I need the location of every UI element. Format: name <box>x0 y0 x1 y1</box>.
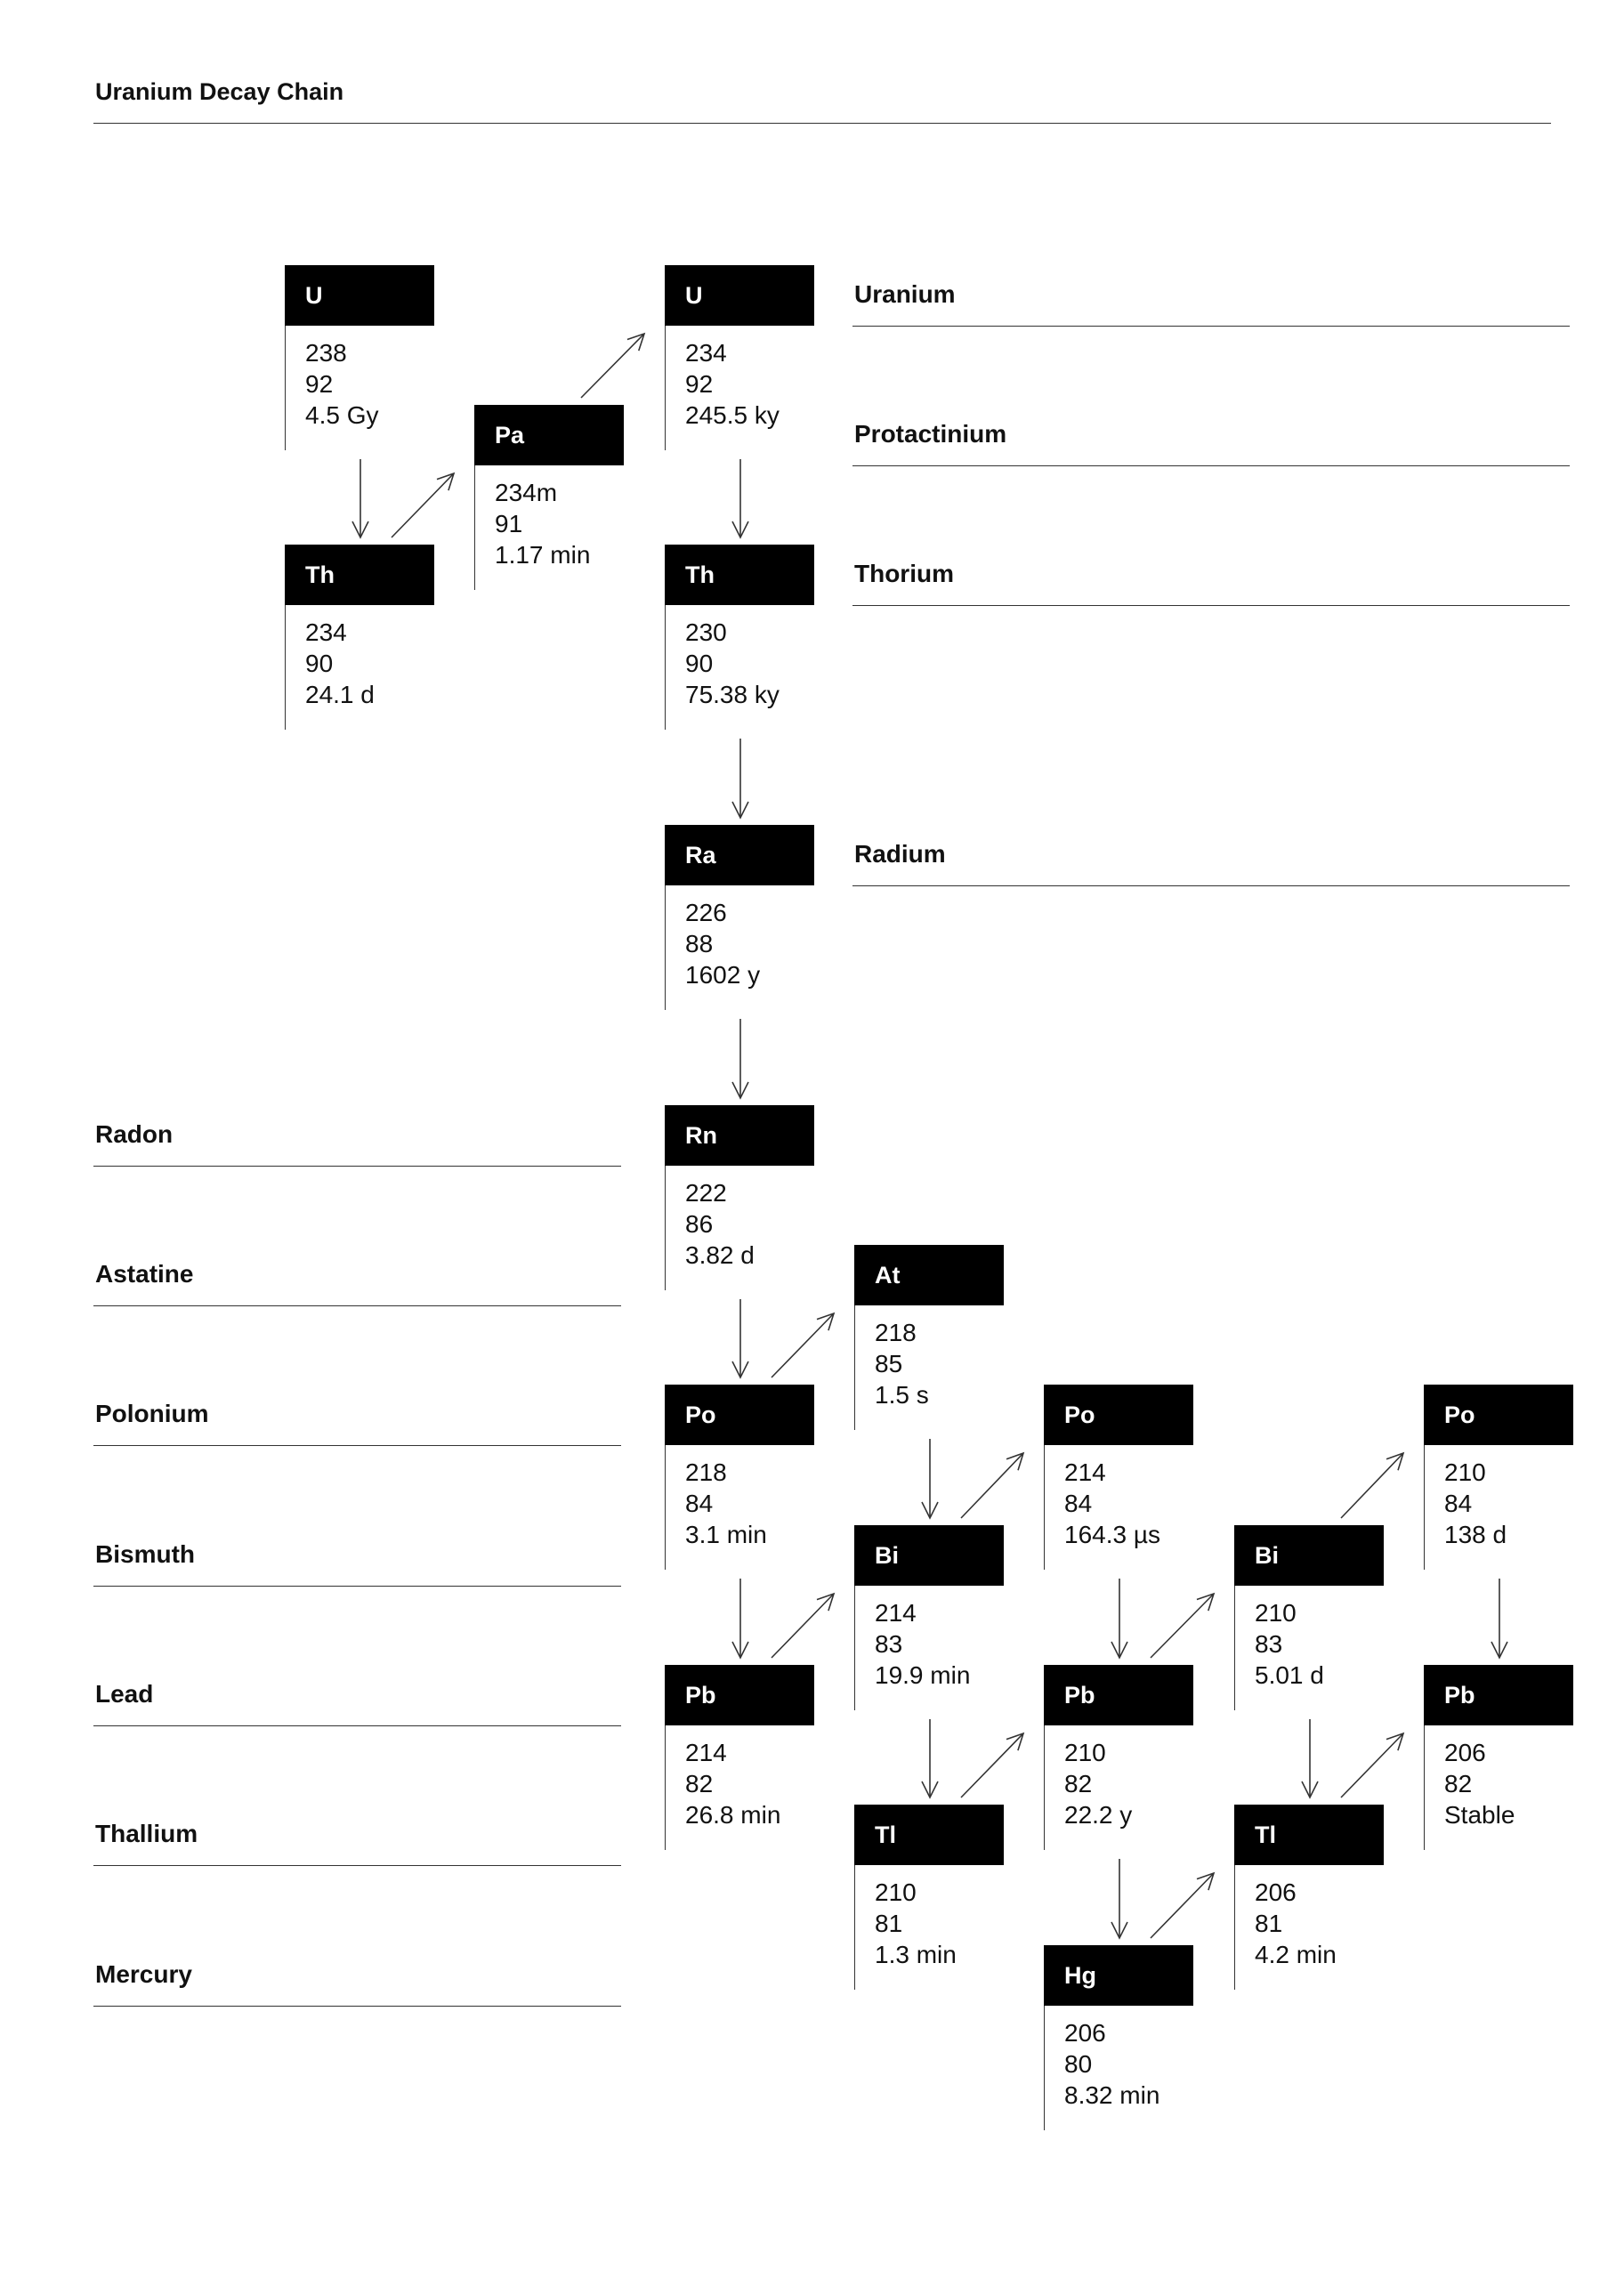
nuclide-mass-number: 226 <box>685 899 727 926</box>
nuclide-atomic-number: 84 <box>1444 1490 1473 1517</box>
nuclide-atomic-number: 82 <box>685 1770 714 1797</box>
element-label-radium: Radium <box>854 840 946 868</box>
nuclide-mass-number: 234 <box>305 618 347 646</box>
element-label-polonium: Polonium <box>95 1400 209 1427</box>
nuclide-mass-number: 230 <box>685 618 727 646</box>
nuclide-mass-number: 210 <box>1064 1739 1106 1766</box>
decay-arrow-pb210-to-bi210 <box>1151 1594 1214 1658</box>
decay-arrow-tl210-to-pb210 <box>961 1733 1023 1797</box>
decay-arrow-pb214-to-bi214 <box>772 1594 834 1658</box>
nuclide-symbol: Th <box>285 545 434 605</box>
nuclide-half-life: 138 d <box>1444 1521 1507 1548</box>
nuclide-half-life: 8.32 min <box>1064 2081 1160 2109</box>
nuclide-half-life: 4.2 min <box>1255 1941 1337 1968</box>
nuclide-half-life: 164.3 µs <box>1064 1521 1160 1548</box>
decay-arrow-pa234m-to-u234 <box>581 334 644 398</box>
nuclide-atomic-number: 90 <box>685 650 714 677</box>
nuclide-atomic-number: 88 <box>685 930 714 957</box>
nuclide-mass-number: 218 <box>875 1319 917 1346</box>
nuclide-symbol: Rn <box>665 1105 814 1166</box>
nuclide-symbol: Po <box>665 1385 814 1445</box>
diagram-title: Uranium Decay Chain <box>95 78 344 105</box>
nuclide-atomic-number: 80 <box>1064 2050 1093 2078</box>
nuclide-mass-number: 234 <box>685 339 727 367</box>
nuclide-mass-number: 210 <box>875 1878 917 1906</box>
decay-arrow-bi214-to-po214 <box>961 1453 1023 1518</box>
nuclide-symbol: Pb <box>1424 1665 1573 1725</box>
decay-arrow-hg206-to-tl206 <box>1151 1873 1214 1938</box>
element-label-uranium: Uranium <box>854 280 956 308</box>
nuclide-half-life: 3.1 min <box>685 1521 767 1548</box>
nuclide-half-life: 19.9 min <box>875 1661 971 1689</box>
element-label-protactinium: Protactinium <box>854 420 1007 448</box>
nuclide-atomic-number: 82 <box>1444 1770 1473 1797</box>
nuclide-symbol: U <box>665 265 814 326</box>
nuclide-half-life: 75.38 ky <box>685 681 780 708</box>
nuclide-atomic-number: 92 <box>305 370 334 398</box>
decay-arrow-th234-to-pa234m <box>392 473 454 537</box>
nuclide-atomic-number: 85 <box>875 1350 903 1377</box>
nuclide-mass-number: 234m <box>495 479 558 506</box>
decay-arrow-bi210-to-po210 <box>1341 1453 1403 1518</box>
nuclide-mass-number: 206 <box>1064 2019 1106 2047</box>
nuclide-half-life: 1.3 min <box>875 1941 957 1968</box>
element-label-lead: Lead <box>95 1680 154 1708</box>
element-label-mercury: Mercury <box>95 1960 192 1988</box>
nuclide-half-life: 245.5 ky <box>685 401 780 429</box>
nuclide-mass-number: 210 <box>1255 1599 1297 1627</box>
nuclide-atomic-number: 84 <box>1064 1490 1093 1517</box>
element-label-thallium: Thallium <box>95 1820 198 1847</box>
nuclide-symbol: Bi <box>1234 1525 1384 1586</box>
nuclide-symbol: Po <box>1424 1385 1573 1445</box>
element-label-radon: Radon <box>95 1120 174 1148</box>
nuclide-atomic-number: 83 <box>875 1630 903 1658</box>
nuclide-half-life: 4.5 Gy <box>305 401 379 429</box>
nuclide-mass-number: 214 <box>1064 1458 1106 1486</box>
nuclide-mass-number: 214 <box>875 1599 917 1627</box>
nuclide-mass-number: 206 <box>1444 1739 1486 1766</box>
nuclide-atomic-number: 90 <box>305 650 334 677</box>
nuclide-symbol: Ra <box>665 825 814 885</box>
nuclide-symbol: Bi <box>854 1525 1004 1586</box>
nuclide-half-life: 1.17 min <box>495 541 591 569</box>
nuclide-mass-number: 218 <box>685 1458 727 1486</box>
element-label-astatine: Astatine <box>95 1260 194 1288</box>
nuclide-atomic-number: 86 <box>685 1210 714 1238</box>
nuclide-half-life: 24.1 d <box>305 681 375 708</box>
nuclide-symbol: Hg <box>1044 1945 1193 2006</box>
nuclide-mass-number: 238 <box>305 339 347 367</box>
nuclide-half-life: 26.8 min <box>685 1801 781 1829</box>
nuclide-atomic-number: 81 <box>1255 1910 1283 1937</box>
nuclide-atomic-number: 91 <box>495 510 523 537</box>
nuclide-half-life: Stable <box>1444 1801 1515 1829</box>
element-label-bismuth: Bismuth <box>95 1540 195 1568</box>
nuclide-symbol: Pb <box>1044 1665 1193 1725</box>
nuclide-atomic-number: 82 <box>1064 1770 1093 1797</box>
nuclide-symbol: Po <box>1044 1385 1193 1445</box>
decay-arrow-po218-to-at218 <box>772 1313 834 1377</box>
nuclide-atomic-number: 92 <box>685 370 714 398</box>
nuclide-symbol: At <box>854 1245 1004 1305</box>
nuclide-half-life: 5.01 d <box>1255 1661 1324 1689</box>
nuclide-symbol: U <box>285 265 434 326</box>
nuclide-mass-number: 214 <box>685 1739 727 1766</box>
nuclide-symbol: Pa <box>474 405 624 465</box>
nuclide-half-life: 3.82 d <box>685 1241 755 1269</box>
decay-arrow-tl206-to-pb206 <box>1341 1733 1403 1797</box>
nuclide-mass-number: 222 <box>685 1179 727 1207</box>
nuclide-symbol: Th <box>665 545 814 605</box>
element-label-thorium: Thorium <box>854 560 954 587</box>
nuclide-symbol: Tl <box>1234 1805 1384 1865</box>
nuclide-half-life: 22.2 y <box>1064 1801 1133 1829</box>
nuclide-atomic-number: 81 <box>875 1910 903 1937</box>
nuclide-atomic-number: 84 <box>685 1490 714 1517</box>
nuclide-symbol: Pb <box>665 1665 814 1725</box>
nuclide-mass-number: 206 <box>1255 1878 1297 1906</box>
nuclide-symbol: Tl <box>854 1805 1004 1865</box>
nuclide-mass-number: 210 <box>1444 1458 1486 1486</box>
nuclide-atomic-number: 83 <box>1255 1630 1283 1658</box>
nuclide-half-life: 1602 y <box>685 961 761 989</box>
nuclide-half-life: 1.5 s <box>875 1381 929 1409</box>
